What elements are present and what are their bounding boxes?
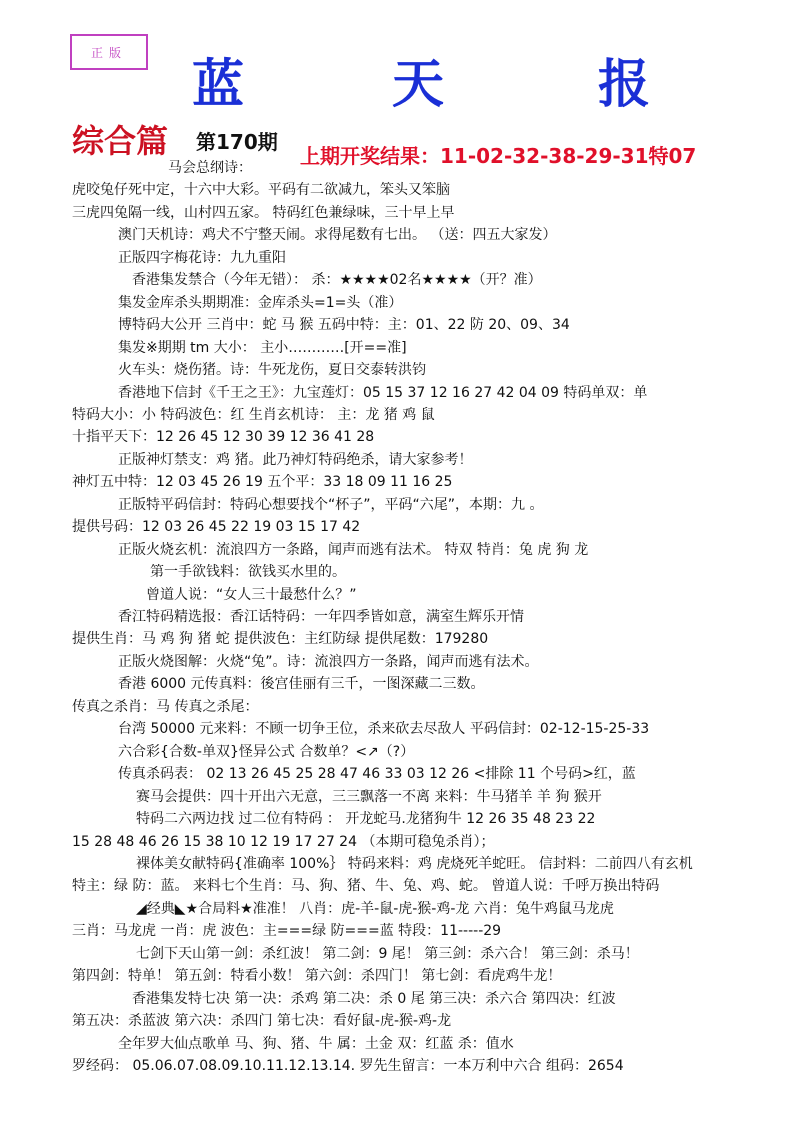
document-line: 香江特码精选报：香江话特码：一年四季皆如意，满室生辉乐开情 bbox=[118, 609, 524, 625]
document-line: 传真杀码表： 02 13 26 45 25 28 47 46 33 03 12 26 <排除 11 个号码>红，蓝 bbox=[118, 766, 636, 783]
document-line: 集发※期期 tm 大小： 主小…………[开==准] bbox=[118, 339, 407, 356]
document-line: 三肖：马龙虎 一肖：虎 波色：主===绿 防===蓝 特段：11-----29 bbox=[72, 923, 502, 940]
document-line: 香港地下信封《千王之王》：九宝莲灯：05 15 37 12 16 27 42 04 09 特码单双：单 bbox=[118, 384, 648, 401]
document-line: 澳门天机诗：鸡犬不宁整天闹。求得尾数有七出。 （送：四五大家发） bbox=[118, 227, 557, 244]
document-line: 特码大小：小 特码波色：红 生肖玄机诗： 主：龙 猪 鸡 鼠 bbox=[72, 406, 435, 423]
document-line: 第五决：杀蓝波 第六决：杀四门 第七决：看好鼠-虎-猴-鸡-龙 bbox=[72, 1013, 452, 1030]
document-line: 正版特平码信封：特码心想要找个“杯子”，平码“六尾”，本期：九 。 bbox=[118, 496, 544, 513]
document-line: 正版四字梅花诗：九九重阳 bbox=[118, 249, 286, 266]
document-line: 特码二六两边找 过二位有特码 ： 开龙蛇马.龙猪狗牛 12 26 35 48 23 22 bbox=[136, 811, 596, 828]
zhengban-stamp: 正版 bbox=[70, 34, 148, 70]
document-line: 曾道人说：“女人三十最愁什么？” bbox=[146, 586, 357, 603]
document-line: 特主：绿 防：蓝。 来料七个生肖：马、狗、猪、牛、兔、鸡、蛇。 曾道人说：千呼万换出特码 bbox=[72, 878, 660, 895]
document-line: 提供生肖：马 鸡 狗 猪 蛇 提供波色：主红防绿 提供尾数：179280 bbox=[72, 631, 489, 648]
document-line: 博特码大公开 三肖中：蛇 马 猴 五码中特：主：01、22 防 20、09、34 bbox=[118, 317, 570, 334]
document-line: 香港 6000 元传真料：後宫佳丽有三千，一图深藏二三数。 bbox=[118, 676, 485, 693]
masthead-char-3: 报 bbox=[598, 54, 651, 115]
document-line: 神灯五中特：12 03 45 26 19 五个平：33 18 09 11 16 25 bbox=[72, 474, 453, 491]
document-line: 十指平天下：12 26 45 12 30 39 12 36 41 28 bbox=[72, 429, 375, 446]
document-line: 火车头：烧伤猪。诗：牛死龙伤，夏日交泰转洪钧 bbox=[118, 362, 426, 379]
document-line: 香港集发特七决 第一决：杀鸡 第二决：杀 0 尾 第三决：杀六合 第四决：红波 bbox=[132, 990, 616, 1007]
masthead bbox=[0, 42, 793, 115]
masthead-char-2: 天 bbox=[392, 54, 445, 115]
masthead-char-1: 蓝 bbox=[192, 54, 245, 115]
document-line: 罗经码： 05.06.07.08.09.10.11.12.13.14. 罗先生留言：一本万利中六合 组码：2654 bbox=[72, 1058, 624, 1074]
last-draw-result: 上期开奖结果：11-02-32-38-29-31特07 bbox=[300, 144, 697, 168]
document-line: 七剑下天山第一剑：杀红波！ 第二剑：9 尾！ 第三剑：杀六合！ 第三剑：杀马！ bbox=[136, 945, 639, 962]
issue-number: 第170期 bbox=[196, 130, 278, 154]
document-line: 裸体美女献特码{准确率 100%｝ 特码来料：鸡 虎烧死羊蛇旺。 信封料：二前四八有玄机 bbox=[136, 855, 693, 872]
document-line: 正版火烧图解：火烧“兔”。诗：流浪四方一条路，闻声而逃有法术。 bbox=[118, 653, 539, 670]
document-line: 正版神灯禁支：鸡 猪。此乃神灯特码绝杀，请大家参考！ bbox=[118, 451, 473, 468]
document-line: 赛马会提供：四十开出六无意，三三飘落一不离 来料：牛马猪羊 羊 狗 猴开 bbox=[136, 788, 602, 805]
document-line: 香港集发禁合（今年无错）： 杀：★★★★02名★★★★（开？准） bbox=[132, 272, 542, 289]
document-line: ◢经典◣★合局料★准准！ 八肖：虎-羊-鼠-虎-猴-鸡-龙 六肖：兔牛鸡鼠马龙虎 bbox=[136, 900, 614, 917]
document-line: 第四剑：特单！ 第五剑：特看小数！ 第六剑：杀四门！ 第七剑：看虎鸡牛龙！ bbox=[72, 968, 562, 985]
document-line: 六合彩{合数-单双}怪异公式 合数单？<↗（?） bbox=[118, 743, 415, 760]
document-line: 正版火烧玄机：流浪四方一条路，闻声而逃有法术。 特双 特肖：兔 虎 狗 龙 bbox=[118, 541, 589, 558]
document-line: 全年罗大仙点歌单 马、狗、猪、牛 属：土金 双：红蓝 杀：值水 bbox=[118, 1035, 514, 1052]
document-line: 传真之杀肖：马 传真之杀尾： bbox=[72, 698, 259, 715]
document-line: 第一手欲钱料：欲钱买水里的。 bbox=[150, 564, 346, 581]
document-line: 15 28 48 46 26 15 38 10 12 19 17 27 24 （本期可稳兔杀肖）； bbox=[72, 833, 495, 850]
document-line: 三虎四兔隔一线，山村四五家。 特码红色兼绿味，三十早上早 bbox=[72, 204, 455, 221]
document-line: 台湾 50000 元来料：不顾一切争王位，杀来砍去尽敌人 平码信封：02-12-15-25-33 bbox=[118, 721, 650, 738]
section-title: 综合篇 bbox=[72, 122, 169, 160]
document-line: 虎咬兔仔死中定，十六中大彩。平码有二欲减九，笨头又笨脑 bbox=[72, 182, 450, 199]
document-line: 集发金库杀头期期准：金库杀头=1=头（准） bbox=[118, 294, 403, 311]
document-line: 提供号码：12 03 26 45 22 19 03 15 17 42 bbox=[72, 519, 361, 536]
document-line: 马会总纲诗： bbox=[168, 160, 252, 176]
